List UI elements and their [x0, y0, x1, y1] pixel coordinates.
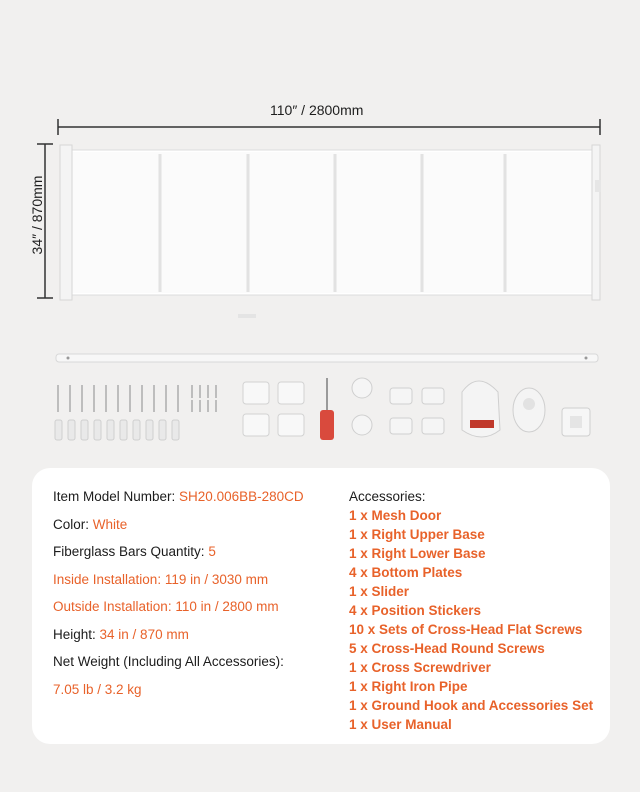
- accessory-item: 1 x Slider: [349, 584, 410, 599]
- specs-card: [32, 468, 610, 744]
- accessory-item: 1 x Ground Hook and Accessories Set: [349, 698, 594, 713]
- flat-screws-image: [58, 385, 178, 412]
- accessory-item: 1 x Right Upper Base: [349, 527, 485, 542]
- height-dimension-label: 34″ / 870mm: [29, 175, 45, 255]
- wall-anchors-image: [55, 420, 179, 440]
- accessory-item: 1 x Right Lower Base: [349, 546, 486, 561]
- bars-quantity-label: Fiberglass Bars Quantity:: [53, 544, 209, 559]
- slider-image: [352, 378, 372, 435]
- right-upper-base-image: [462, 381, 500, 437]
- right-lower-base-image: [513, 388, 545, 432]
- net-weight-value: 7.05 lb / 3.2 kg: [53, 682, 142, 697]
- accessory-item: 1 x User Manual: [349, 717, 452, 732]
- accessory-item: 1 x Mesh Door: [349, 508, 442, 523]
- height-value: 34 in / 870 mm: [99, 627, 189, 642]
- mesh-gate-image: [60, 145, 601, 318]
- bars-quantity-value: 5: [208, 544, 216, 559]
- accessory-item: 5 x Cross-Head Round Screws: [349, 641, 545, 656]
- round-screws-image: [192, 385, 216, 412]
- model-number-row: [53, 489, 304, 504]
- accessory-item: 4 x Position Stickers: [349, 603, 482, 618]
- color-row: [53, 517, 127, 532]
- outside-installation: Outside Installation: 110 in / 2800 mm: [53, 599, 279, 614]
- height-label: Height:: [53, 627, 100, 642]
- iron-pipe-image: [56, 354, 598, 362]
- model-number-label: Item Model Number:: [53, 489, 180, 504]
- accessory-item: 1 x Right Iron Pipe: [349, 679, 468, 694]
- color-label: Color:: [53, 517, 93, 532]
- net-weight-label: Net Weight (Including All Accessories):: [53, 654, 284, 669]
- accessory-item: 1 x Cross Screwdriver: [349, 660, 491, 675]
- model-number-value: SH20.006BB-280CD: [179, 489, 304, 504]
- accessory-item: 10 x Sets of Cross-Head Flat Screws: [349, 622, 583, 637]
- screwdriver-image: [320, 378, 334, 440]
- height-row: [53, 627, 189, 642]
- bottom-plates-image: [243, 382, 304, 436]
- ground-hook-image: [562, 408, 590, 436]
- accessory-item: 4 x Bottom Plates: [349, 565, 463, 580]
- width-dimension-label: 110″ / 2800mm: [270, 102, 364, 118]
- accessories-title: Accessories:: [349, 489, 426, 504]
- bars-quantity-row: [53, 544, 216, 559]
- color-value: White: [92, 517, 128, 532]
- position-stickers-image: [390, 388, 444, 434]
- inside-installation: Inside Installation: 119 in / 3030 mm: [53, 572, 269, 587]
